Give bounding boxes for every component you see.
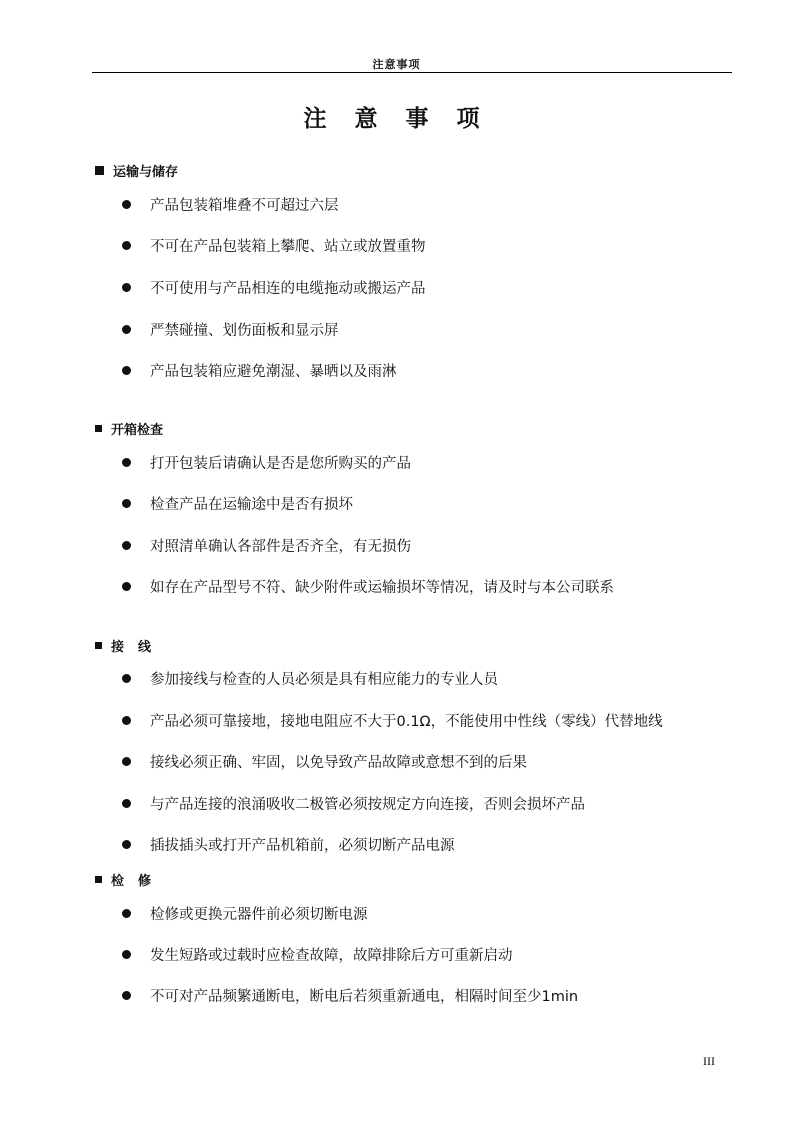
list-item-text: 不可使用与产品相连的电缆拖动或搬运产品 [150, 281, 426, 297]
list-item [122, 194, 339, 215]
bullet-icon [122, 909, 131, 918]
list-item-text: 参加接线与检查的人员必须是具有相应能力的专业人员 [150, 672, 498, 688]
bullet-icon [122, 799, 131, 808]
section-heading [95, 419, 163, 438]
bullet-icon [122, 325, 131, 334]
list-item-text: 产品必须可靠接地，接地电阻应不大于0.1Ω，不能使用中性线（零线）代替地线 [150, 714, 663, 730]
list-item-text: 产品包装箱堆叠不可超过六层 [150, 198, 339, 214]
list-item-text: 检查产品在运输途中是否有损坏 [150, 497, 353, 513]
section-heading-text: 运输与储存 [113, 165, 179, 180]
bullet-icon [122, 541, 131, 550]
list-item [122, 668, 498, 689]
square-bullet-icon [95, 876, 102, 883]
list-item-text: 检修或更换元器件前必须切断电源 [150, 907, 368, 923]
list-item-text: 打开包装后请确认是否是您所购买的产品 [150, 456, 411, 472]
bullet-icon [122, 716, 131, 725]
header-divider [92, 72, 732, 73]
list-item-text: 插拔插头或打开产品机箱前，必须切断产品电源 [150, 838, 455, 854]
bullet-icon [122, 840, 131, 849]
running-header: 注意事项 [372, 58, 421, 71]
section-heading [95, 636, 165, 655]
bullet-icon [122, 582, 131, 591]
list-item-text: 严禁碰撞、划伤面板和显示屏 [150, 323, 339, 339]
page-number: III [703, 1054, 715, 1068]
list-item [122, 944, 513, 965]
bullet-icon [122, 458, 131, 467]
list-item [122, 277, 426, 298]
section-heading [95, 161, 178, 180]
square-bullet-icon [95, 425, 102, 432]
list-item-text: 接线必须正确、牢固，以免导致产品故障或意想不到的后果 [150, 755, 527, 771]
list-item [122, 834, 455, 855]
list-item [122, 751, 527, 772]
bullet-icon [122, 366, 131, 375]
list-item [122, 235, 426, 256]
bullet-icon [122, 241, 131, 250]
list-item [122, 710, 663, 731]
list-item [122, 493, 353, 514]
square-bullet-icon [95, 166, 104, 175]
bullet-icon [122, 950, 131, 959]
section-heading [95, 870, 165, 889]
bullet-icon [122, 991, 131, 1000]
list-item [122, 360, 397, 381]
square-bullet-icon [95, 642, 102, 649]
list-item [122, 319, 339, 340]
list-item-text: 如存在产品型号不符、缺少附件或运输损坏等情况，请及时与本公司联系 [150, 580, 614, 596]
section-heading-text: 检修 [111, 874, 166, 889]
section-heading-text: 接线 [111, 640, 166, 655]
list-item [122, 452, 411, 473]
list-item-text: 发生短路或过载时应检查故障，故障排除后方可重新启动 [150, 948, 513, 964]
list-item [122, 535, 411, 556]
bullet-icon [122, 283, 131, 292]
list-item-text: 对照清单确认各部件是否齐全，有无损伤 [150, 539, 411, 555]
list-item-text: 与产品连接的浪涌吸收二极管必须按规定方向连接，否则会损坏产品 [150, 797, 585, 813]
list-item-text: 不可在产品包装箱上攀爬、站立或放置重物 [150, 239, 426, 255]
page-title: 注 意 事 项 [303, 106, 490, 132]
list-item [122, 576, 614, 597]
bullet-icon [122, 757, 131, 766]
bullet-icon [122, 499, 131, 508]
list-item [122, 793, 585, 814]
list-item [122, 985, 578, 1006]
list-item-text: 产品包装箱应避免潮湿、暴晒以及雨淋 [150, 364, 397, 380]
list-item-text: 不可对产品频繁通断电，断电后若须重新通电，相隔时间至少1min [150, 989, 579, 1005]
list-item [122, 903, 368, 924]
section-heading-text: 开箱检查 [111, 423, 164, 438]
bullet-icon [122, 200, 131, 209]
bullet-icon [122, 674, 131, 683]
